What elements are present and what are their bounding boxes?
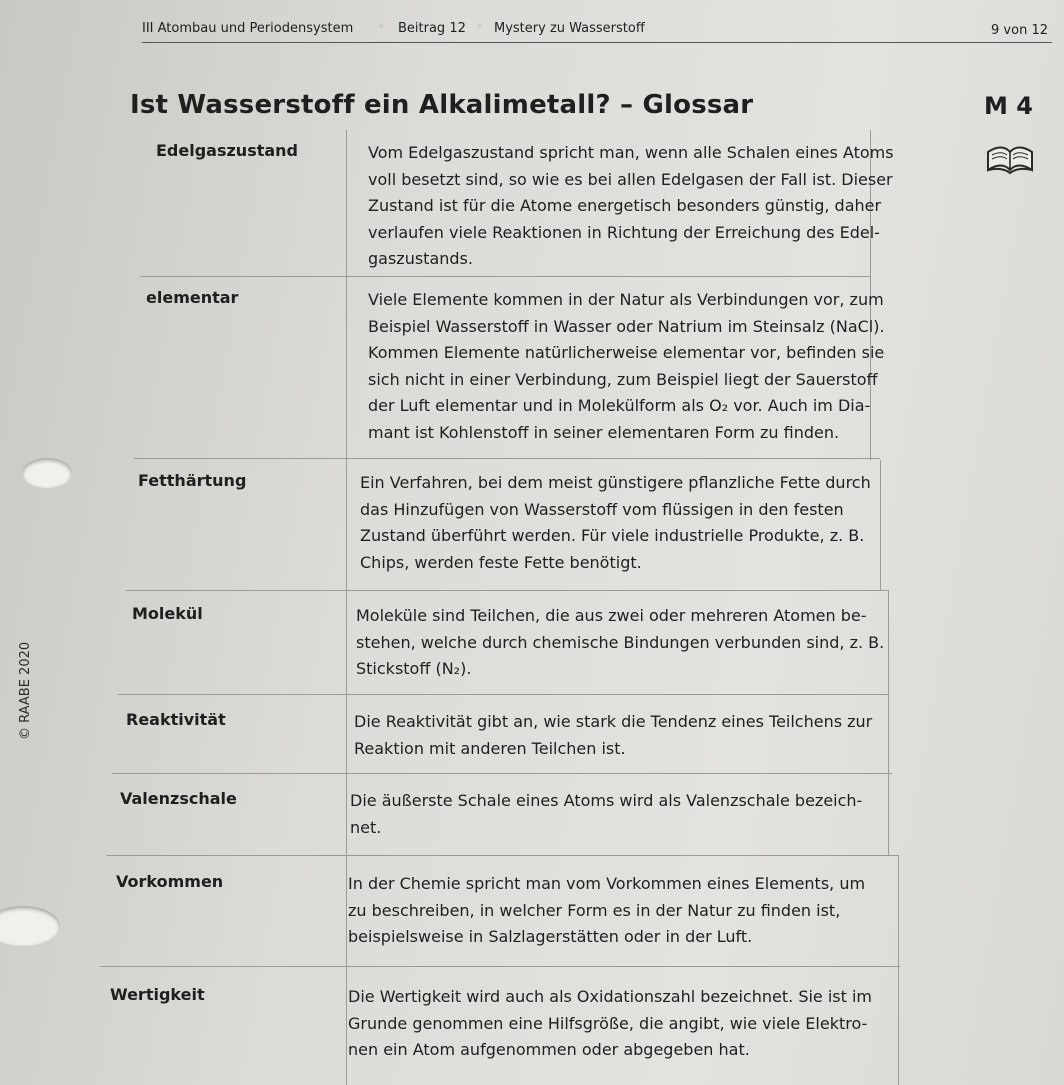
header-topic: Mystery zu Wasserstoff [494,21,645,36]
definition-line: Zustand ist für die Atome energetisch besonders günstig, daher [368,196,882,215]
definition-line: zu beschreiben, in welcher Form es in der Natur zu finden ist, [348,900,841,920]
header-section: III Atombau und Periodensystem [142,21,354,36]
definition-line: Die Wertigkeit wird auch als Oxidationszahl bezeichnet. Sie ist im [348,987,873,1006]
glossary-definition [360,470,871,576]
column-divider [346,130,347,1085]
definition-line: Die Reaktivität gibt an, wie stark die Tendenz eines Teilchens zur [354,712,873,731]
definition-line: Zustand überführt werden. Für viele industrielle Produkte, z. B. [360,526,865,545]
table-right-border [888,590,889,855]
definition-line: Ein Verfahren, bei dem meist günstigere pflanzliche Fette durch [360,473,871,492]
definition-line: nen ein Atom aufgenommen oder abgegeben hat. [348,1040,750,1059]
definition-line: verlaufen viele Reaktionen in Richtung der Erreichung des Edel- [368,222,880,242]
row-divider [106,855,898,856]
definition-line: der Luft elementar und in Molekülform als O₂ vor. Auch im Dia- [368,396,871,415]
definition-line: net. [350,817,382,837]
glossary-term: Vorkommen [116,872,224,891]
glossary-term: Fetthärtung [138,471,247,490]
definition-line: stehen, welche durch chemische Bindungen verbunden sind, z. B. [356,632,885,652]
glossary-term: Valenzschale [120,789,237,808]
definition-line: Reaktion mit anderen Teilchen ist. [354,738,626,758]
row-divider [100,966,900,967]
glossary-term: Wertigkeit [110,985,205,1004]
definition-line: Moleküle sind Teilchen, die aus zwei oder mehreren Atomen be- [356,606,867,625]
glossary-term: Reaktivität [126,710,226,729]
definition-line: Beispiel Wasserstoff in Wasser oder Natrium im Steinsalz (NaCl). [368,316,885,336]
glossary-definition [368,140,894,273]
copyright-notice: © RAABE 2020 [18,641,33,740]
definition-line: beispielsweise in Salzlagerstätten oder in der Luft. [348,927,753,946]
header-beitrag: Beitrag 12 [398,21,466,36]
definition-line: Kommen Elemente natürlicherweise elementar vor, befinden sie [368,343,885,362]
definition-line: Grunde genommen eine Hilfsgröße, die angibt, wie viele Elektro- [348,1013,868,1033]
header-separator: ◦ [378,20,385,33]
definition-line: voll besetzt sind, so wie es bei allen Edelgasen der Fall ist. Dieser [368,169,893,189]
definition-line: Stickstoff (N₂). [356,659,472,678]
definition-line: Vom Edelgaszustand spricht man, wenn alle Schalen eines Atoms [368,143,894,162]
definition-line: mant ist Kohlenstoff in seiner elementaren Form zu finden. [368,422,840,442]
table-right-border [880,460,881,590]
material-label: M 4 [984,92,1033,120]
glossary-term: Edelgaszustand [156,141,299,160]
row-divider [112,773,892,774]
definition-line: gaszustands. [368,249,473,268]
definition-line: Chips, werden feste Fette benötigt. [360,552,642,572]
definition-line: das Hinzufügen von Wasserstoff vom flüssigen in den festen [360,499,844,519]
glossary-definition [356,603,884,683]
row-divider [140,276,870,277]
definition-line: In der Chemie spricht man vom Vorkommen eines Elements, um [348,874,866,893]
page-title: Ist Wasserstoff ein Alkalimetall? – Glossar [130,90,754,120]
row-divider [126,590,888,591]
glossary-term: elementar [146,288,239,307]
glossary-definition [348,871,865,951]
glossary-definition [368,287,885,446]
glossary-definition [348,984,872,1064]
page-number: 9 von 12 [991,23,1048,38]
definition-line: sich nicht in einer Verbindung, zum Beispiel liegt der Sauerstoff [368,369,878,389]
table-right-border [898,855,899,1085]
definition-line: Die äußerste Schale eines Atoms wird als Valenzschale bezeich- [350,791,863,810]
definition-line: Viele Elemente kommen in der Natur als Verbindungen vor, zum [368,290,884,309]
glossary-definition [354,709,872,762]
header-separator: ◦ [476,20,483,33]
glossary-term: Molekül [132,604,203,623]
glossary-definition [350,788,862,841]
row-divider [118,694,888,695]
row-divider [134,458,880,459]
